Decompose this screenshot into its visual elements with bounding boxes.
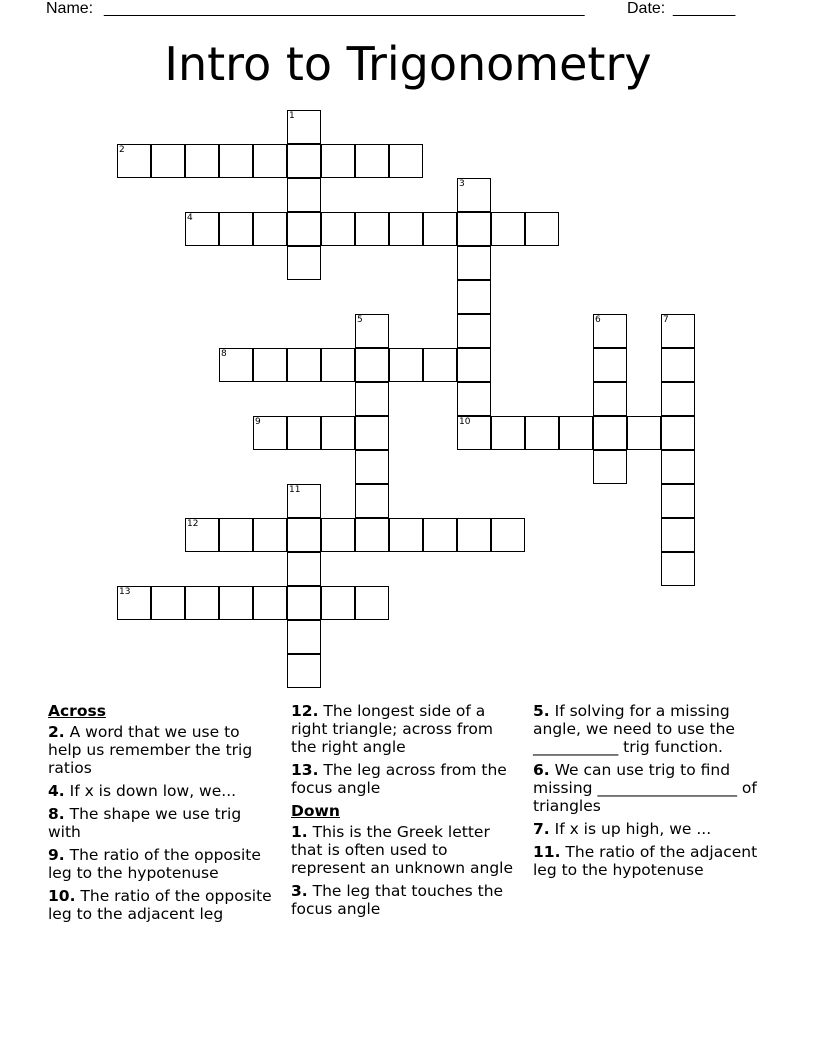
grid-cell[interactable]: [491, 518, 525, 552]
grid-cell[interactable]: [287, 212, 321, 246]
grid-cell[interactable]: [287, 484, 321, 518]
across-heading: Across: [48, 702, 106, 720]
grid-cell[interactable]: [457, 178, 491, 212]
clue-number: 5: [357, 315, 363, 325]
clue-number: 13: [119, 587, 131, 597]
clue-across-2: 2. A word that we use to help us remember the trig ratios: [48, 723, 253, 777]
page-title: Intro to Trigonometry: [164, 37, 652, 91]
grid-cell[interactable]: [321, 586, 355, 620]
grid-cell[interactable]: [287, 654, 321, 688]
clue-number: 6: [595, 315, 601, 325]
grid-cell[interactable]: [457, 382, 491, 416]
grid-cell[interactable]: [355, 348, 389, 382]
name-label: Name:: [46, 0, 94, 17]
grid-cell[interactable]: [389, 144, 423, 178]
grid-cell[interactable]: [661, 416, 695, 450]
clue-number: 8: [221, 349, 227, 359]
clue-across-4: 4. If x is down low, we...: [48, 782, 237, 800]
grid-cell[interactable]: [185, 212, 219, 246]
grid-cell[interactable]: [287, 246, 321, 280]
clue-number: 3: [459, 179, 465, 189]
grid-cell[interactable]: [559, 416, 593, 450]
date-label: Date:: [627, 0, 666, 17]
clue-column-2: [291, 702, 521, 923]
grid-cell[interactable]: [287, 110, 321, 144]
grid-cell[interactable]: [661, 450, 695, 484]
clue-down-5: 5. If solving for a missing angle, we need to use the ___________ trig function.: [533, 702, 735, 756]
grid-cell[interactable]: [355, 416, 389, 450]
grid-cell[interactable]: [287, 620, 321, 654]
grid-cell[interactable]: [185, 586, 219, 620]
grid-cell[interactable]: [253, 348, 287, 382]
grid-cell[interactable]: [355, 144, 389, 178]
clue-across-13: 13. The leg across from the focus angle: [291, 761, 507, 797]
grid-cell[interactable]: [491, 416, 525, 450]
clue-down-3: 3. The leg that touches the focus angle: [291, 882, 504, 918]
grid-cell[interactable]: [355, 212, 389, 246]
grid-cell[interactable]: [457, 416, 491, 450]
grid-cell[interactable]: [355, 314, 389, 348]
clue-number: 9: [255, 417, 261, 427]
grid-cell[interactable]: [219, 518, 253, 552]
grid-cell[interactable]: [287, 518, 321, 552]
clue-number: 1: [289, 111, 295, 121]
clue-down-7: 7. If x is up high, we ...: [533, 820, 712, 838]
grid-cell[interactable]: [457, 212, 491, 246]
clue-across-12: 12. The longest side of a right triangle; across from the right angle: [291, 702, 493, 756]
grid-cell[interactable]: [185, 144, 219, 178]
grid-cell[interactable]: [253, 416, 287, 450]
grid-cell[interactable]: [151, 586, 185, 620]
grid-cell[interactable]: [253, 144, 287, 178]
grid-cell[interactable]: [491, 212, 525, 246]
grid-cell[interactable]: [355, 382, 389, 416]
grid-cell[interactable]: [423, 212, 457, 246]
grid-cell[interactable]: [185, 518, 219, 552]
grid-cell[interactable]: [627, 416, 661, 450]
grid-cell[interactable]: [661, 552, 695, 586]
clue-number: 11: [289, 485, 301, 495]
grid-cell[interactable]: [287, 178, 321, 212]
grid-cell[interactable]: [661, 382, 695, 416]
clue-number: 10: [459, 417, 471, 427]
grid-cell[interactable]: [321, 348, 355, 382]
grid-cell[interactable]: [321, 416, 355, 450]
grid-cell[interactable]: [389, 212, 423, 246]
grid-cell[interactable]: [593, 348, 627, 382]
grid-cell[interactable]: [389, 518, 423, 552]
clue-number: 7: [663, 315, 669, 325]
grid-cell[interactable]: [389, 348, 423, 382]
grid-cell[interactable]: [321, 144, 355, 178]
grid-cell[interactable]: [457, 348, 491, 382]
clue-across-8: 8. The shape we use trig with: [48, 805, 242, 841]
grid-cell[interactable]: [593, 382, 627, 416]
grid-cell[interactable]: [219, 144, 253, 178]
grid-cell[interactable]: [253, 518, 287, 552]
grid-cell[interactable]: [355, 450, 389, 484]
grid-cell[interactable]: [219, 586, 253, 620]
clue-number: 2: [119, 145, 125, 155]
grid-cell[interactable]: [355, 586, 389, 620]
grid-cell[interactable]: [355, 484, 389, 518]
grid-cell[interactable]: [355, 518, 389, 552]
grid-cell[interactable]: [219, 212, 253, 246]
clue-column-1: [48, 702, 276, 928]
grid-cell[interactable]: [457, 518, 491, 552]
clue-across-10: 10. The ratio of the opposite leg to the adjacent leg: [48, 887, 272, 923]
clue-across-9: 9. The ratio of the opposite leg to the hypotenuse: [48, 846, 261, 882]
clue-down-6: 6. We can use trig to find missing __________________ of triangles: [533, 761, 757, 815]
date-field[interactable]: _______: [673, 0, 736, 17]
grid-cell[interactable]: [525, 212, 559, 246]
grid-cell[interactable]: [457, 246, 491, 280]
grid-cell[interactable]: [661, 518, 695, 552]
grid-cell[interactable]: [661, 484, 695, 518]
grid-cell[interactable]: [525, 416, 559, 450]
grid-cell[interactable]: [253, 586, 287, 620]
grid-cell[interactable]: [423, 518, 457, 552]
grid-cell[interactable]: [287, 586, 321, 620]
grid-cell[interactable]: [117, 144, 151, 178]
clue-down-11: 11. The ratio of the adjacent leg to the hypotenuse: [533, 843, 758, 879]
grid-cell[interactable]: [151, 144, 185, 178]
grid-cell[interactable]: [287, 552, 321, 586]
grid-cell[interactable]: [593, 416, 627, 450]
grid-cell[interactable]: [287, 144, 321, 178]
grid-cell[interactable]: [593, 450, 627, 484]
grid-cell[interactable]: [423, 348, 457, 382]
down-heading: Down: [291, 802, 340, 820]
grid-cell[interactable]: [321, 518, 355, 552]
name-field[interactable]: ______________________________________________________: [104, 0, 585, 17]
grid-cell[interactable]: [661, 314, 695, 348]
grid-cell[interactable]: [253, 212, 287, 246]
clue-number: 4: [187, 213, 193, 223]
grid-cell[interactable]: [593, 314, 627, 348]
clue-number: 12: [187, 519, 199, 529]
grid-cell[interactable]: [287, 416, 321, 450]
clue-column-3: [533, 702, 771, 884]
grid-cell[interactable]: [219, 348, 253, 382]
grid-cell[interactable]: [117, 586, 151, 620]
clue-down-1: 1. This is the Greek letter that is often used to represent an unknown angle: [291, 823, 514, 877]
grid-cell[interactable]: [321, 212, 355, 246]
grid-cell[interactable]: [287, 348, 321, 382]
grid-cell[interactable]: [457, 280, 491, 314]
grid-cell[interactable]: [457, 314, 491, 348]
grid-cell[interactable]: [661, 348, 695, 382]
